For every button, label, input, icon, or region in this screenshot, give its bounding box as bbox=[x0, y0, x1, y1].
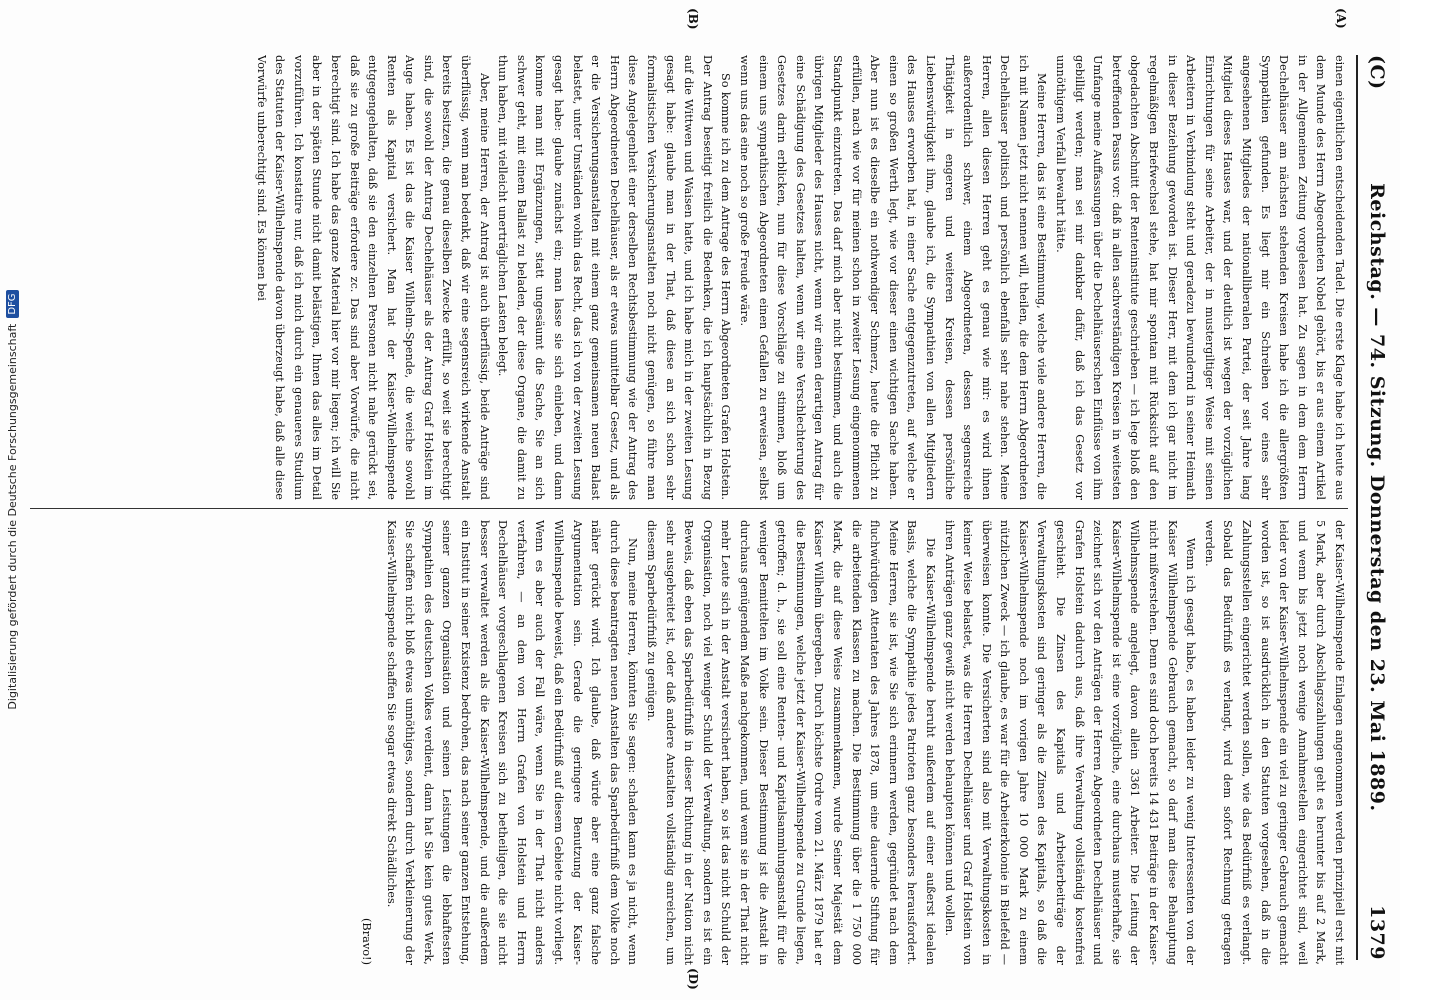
running-head bbox=[1362, 55, 1392, 960]
left-paragraph: einen eigentlichen entscheidenden Tadel. Die erste Klage habe ich heute aus dem Munde des Herrn Abgeordneten Nobel gehört, bis er aus einem Artikel in der Allgemeinen Zeitung vorgelesen hat. Zu sagen in dem dem Herrn Dechelhäuser am nächsten stehenden Kreisen habe ich die allergrößten Sympathien gefunden. Es liegt mir ein Schreiben vor eines sehr angesehenen Mitgliedes der nationalliberalen Partei, der seit Jahre lang Mitglied dieses Hauses war, und der deutlich ist wegen der vorzüglichen Einrichtungen für seine Arbeiter, der in mustergiltiger Weise mit seinen Arbeitern in Verbindung steht und geradezu bewundernd in seiner Heimath in dieser Beziehung geworden ist. Dieser Herr, mit dem ich gar nicht im regelmäßigen Briefwechsel stehe, hat mir spontan mit Rücksicht auf den obgedachten Abschnitt der Renteninstitute geschrieben — ich lege bloß den betreffenden Passus vor: daß in allen sachverständigen Kreisen in weitesten Umfange meine Auffassungen über die Dechelhäuserschen Einflüsse von ihm gebilligt werden; man sei mir dankbar dafür, daß ich das Gesetz vor unnöthigem Verfall bewahrt hätte. bbox=[1054, 55, 1346, 500]
footer bbox=[0, 0, 24, 1000]
right-paragraph: Nun, meine Herren, könnten Sie sagen: schaden kann es ja nicht, wenn durch diese beantragten neuen Anstalten das Sparbedürfniß dem Volke noch näher gerückt wird. Ich glaube, daß würde aber eine ganz falsche Argumentation sein. Gerade die geringere Benutzung der Kaiser-Wilhelmspende beweist, daß ein Bedürfniß auf diesem Gebiete nicht vorliegt. Wenn es aber auch der Fall wäre, wenn Sie in der That nicht anders verfahren, — an dem von Herrn Grafen von Holstein und Herrn Dechelhäuser vorgeschlagenen Kreisen sich zu betheiligen, die sie nicht besser verwaltet werden als die Kaiser-Wilhelmspende, und die außerdem ein Institut in seiner Existenz bedrohen, das nach seiner ganzen Entstehung, seiner ganzen Organisation und seinen Leistungen die lebhaftesten Sympathien des deutschen Volkes verdient, dann hat Sie kein gutes Werk, Sie schaffen nicht bloß etwas unnöthiges, sondern durch Verkleinerung der Kaiser-Wilhelmspende schaffen Sie sogar etwas direkt Schädliches. bbox=[384, 520, 640, 965]
left-paragraph: So komme ich zu dem Antrage des Herrn Abgeordneten Grafen Holstein. Der Antrag beseitigt freilich die Bedenken, die ich hauptsächlich in Bezug auf die Wittwen und Waisen hatte, und ich habe mich in der zweiten Lesung gesagt habe: glaube man in der That, daß diese an sich schon sehr formalistischen Versicherungsanstalten noch nicht genügen, so führe man diese Angelegenheit einer derselben Rechtsbestimmung wie der Antrag des Herrn Abgeordneten Dechelhäuser, als er etwas unmittelbar Gesetz, und als er die Versicherungsanstalten mit einem ganz gemeinsamen neuen Balast belastet, unter Umständen wohin das Recht, das ich von der zweiten Lesung gesagt habe: glaube zunächst ein; man lasse sie sich einleben, und dann komme man mit Ergänzungen, statt ungesäumt die Sache, Sie an sich schwer geht, mit einem Ballast zu beladen, der diese Organe, die damit zu thun haben, mit vielleicht unerträglichen Lasten belegt. bbox=[496, 55, 733, 500]
margin-label-b: (B) bbox=[686, 8, 700, 30]
footer-strip bbox=[0, 0, 24, 1000]
left-paragraph: Meine Herren, das ist eine Bestimmung, welche viele andere Herren, die ich mit Namen jetzt nicht nennen will, theilen, die dem Herrn Abgeordneten Dechelhäuser politisch und persönlich ebenfalls sehr nahe stehen. Meine Herren, allen diesen Herren geht es genau wie mir: es wird ihnen außerordentlich schwer, einem Abgeordneten, dessen segensreiche Thätigkeit in engeren und weiteren Kreisen, dessen persönliche Liebenswürdigkeit ihm, glaube ich, die Sympathien von allen Mitgliedern des Hauses erworben hat, in einer Sache entgegenzutreten, auf welche er einen so großen Werth legt, wie vor dieser einen wichtigen Sache haben. Aber nun ist es dieselbe ein nothwendiger Schmerz, heute die Pflicht zu erfüllen, nach wie vor für meinen schon in zweiter Lesung eingenommenen Standpunkt einzutreten. Das darf mich aber nicht bestimmen, und auch die übrigen Mitglieder des Hauses nicht, wenn wir einen derartigen Antrag für eine Schädigung des Gesetzes halten, wenn wir eine Verschlechterung des Gesetzes darin erblicken, nun für diese Vorschläge zu stimmen, bloß um einem uns sympathischen Abgeordneten einen Gefallen zu erweisen, selbst wenn uns das eine noch so große Freude wäre. bbox=[738, 55, 1049, 500]
running-head-title: Reichstag. — 74. Sitzung. Donnerstag den 23. Mai 1889. bbox=[1366, 183, 1388, 812]
dfg-logo-icon: DFG bbox=[6, 290, 19, 317]
footer-text: Digitalisierung gefördert durch die Deutsche Forschungsgemeinschaft bbox=[5, 323, 19, 710]
page-number: 1379 bbox=[1366, 905, 1388, 960]
right-paragraph: Die Kaiser-Wilhelmspende beruht außerdem auf einer außerst idealen Basis, welche die Sympathie jedes Patrioten ganz besonders herausfordert. Meine Herren, sie ist, wie Sie sich erinnern werden, gegründet nach dem fluchwürdigen Attentaten des Jahres 1878, um eine dauernde Stiftung für die arbeitenden Klassen zu machen. Die Bestimmung über die 1 750 000 Mark, die auf diese Weise zusammenkamen, wurde Seiner Majestät dem Kaiser Wilhelm übergeben. Durch höchste Ordre vom 21. März 1879 hat er die Bestimmungen, welche jetzt der Kaiser-Wilhelmspende zu Grunde liegen, getroffen; d. h., sie soll eine Renten- und Kapitalsammlungsanstalt für die weniger Bemittelten im Volke sein. Dieser Bestimmung ist die Anstalt in durchaus genügendem Maße nachgekommen, und wenn sie in der That nicht mehr Leute sich in der Anstalt versichert haben, so ist das nicht Schuld der Organisation, noch viel weniger Schuld der Verwaltung, sondern es ist ein Beweis, daß eben das Sparbedürfniß in dieser Richtung in der Nation nicht sehr ausgebreitet ist, oder daß andere Anstalten vollständig anreichen, um diesem Sparbedürfniß zu genügen. bbox=[645, 520, 937, 965]
right-column bbox=[30, 520, 1348, 965]
closing-remark: (Bravo!) bbox=[360, 918, 374, 965]
right-paragraph: der Kaiser-Wilhelmspende Einlagen angenommen werden prinzipiell erst mit 5 Mark, aber durch Abschlagszahlungen geht es herunter bis auf 2 Mark, und wenn bis jetzt noch wenige Annahmestellen eingerichtet sind, weil leider von der Kaiser-Wilhelmspende ein viel zu geringer Gebrauch gemacht worden ist, so ist ausdrücklich in den Statuten vorgesehen, daß in die Zahlungsstellen eingerichtet werden sollen, wie das Bedürfniß es verlangt. Sobald das Bedürfniß es verlangt, wird dem sofort Rechnung getragen werden. bbox=[1202, 520, 1346, 965]
column-divider bbox=[30, 508, 1348, 509]
right-paragraph: Wenn ich gesagt habe, es haben leider zu wenig Interessenten von der Kaiser Wilhelmspende Gebrauch gemacht, so darf man diese Behauptung nicht mißverstehen. Denn es sind doch bereits 14 431 Beiträge in der Kaiser-Wilhelmsspende angelegt, davon allein 3361 Arbeiter. Die Leitung der Kaiser-Wilhelmspende ist eine vorzügliche, eine durchaus musterhafte, sie zeichnet sich vor den Anträgen der Herren Abgeordneten Dechelhäuser und Grafen Holstein dadurch aus, daß ihre Verwaltung vollständig kostenfrei geschieht. Die Zinsen des Kapitals und Arbeiterbeiträge der Verwaltungskosten sind geringer als die Zinsen des Kapitals, so daß die Kaiser-Wilhelmspende noch im vorigen Jahre 10 000 Mark zu einem nützlichen Zweck — ich glaube, es war für die Arbeiterkolonie in Bielefeld — überweisen konnte. Die Versicherten sind also mit Verwaltungskosten in keiner Weise belastet, was die Herren Dechelhäuser und Graf Holstein von ihren Anträgen ganz gewiß nicht werden behaupten können und wollen. bbox=[942, 520, 1198, 965]
header-rule bbox=[1356, 55, 1358, 960]
left-paragraph: Aber, meine Herren, der Antrag ist auch überflüssig, beide Anträge sind überflüssig, wenn man bedenkt, daß wir eine segensreich wirkende Anstalt bereits besitzen, die genau dieselben Zwecke erfüllt, so weit sie berechtigt sind, die sowohl der Antrag Dechelhäuser als der Antrag Graf Holstein im Auge haben. Es ist das die Kaiser Wilhelm-Spende, die weiche sowohl Renten als Kapital versichert. Man hat der Kaiser-Wilhelmspende entgegengehalten, daß sie den einzelnen Personen nicht nahe gerückt sei, daß sie zu große Beiträge erfordere zc. Das sind aber Vorwürfe, die nicht berechtigt sind. Ich habe das ganze Material hier vor mir liegen; ich will Sie aber in der späten Stunde nicht damit belästigen, Ihnen das alles im Detail vorzuführen. Ich konstatire nur, daß ich mich durch ein genaueres Studium des Statuten der Kaiser-Wilhelmspende davon überzeugt habe, daß alle diese Vorwürfe unberechtigt sind. Es können bei bbox=[254, 55, 491, 500]
left-column bbox=[30, 55, 1348, 500]
margin-label-d: (D) bbox=[686, 968, 700, 990]
margin-label-a: (A) bbox=[1334, 8, 1348, 29]
running-head-marker: (C) bbox=[1366, 55, 1388, 90]
